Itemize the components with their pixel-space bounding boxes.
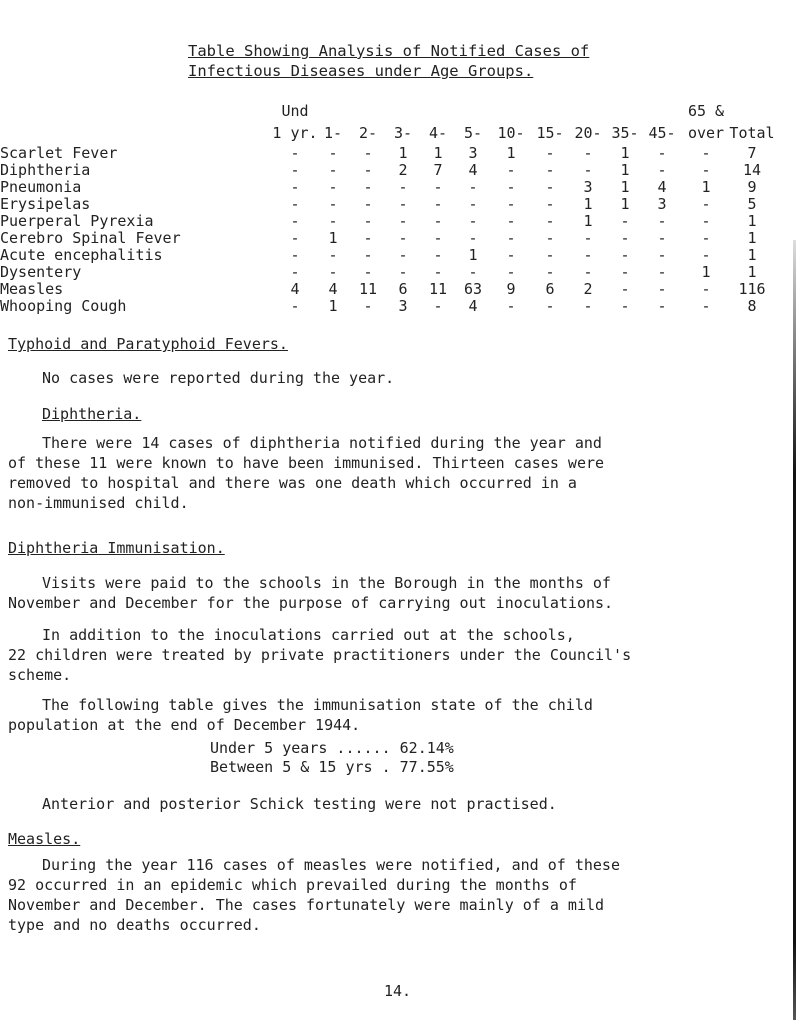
table-row [0,144,800,162]
typhoid-heading: Typhoid and Paratyphoid Fevers. [8,335,288,353]
table-cell: - [657,229,667,247]
schick-text: Anterior and posterior Schick testing were not practised. [42,795,557,813]
column-header: 1 yr. [272,124,318,142]
table-cell: - [290,161,300,179]
table-cell: 1 [747,263,757,281]
table-cell: - [398,263,408,281]
table-cell: - [545,195,555,213]
stat-value: 77.55% [399,758,454,776]
table-cell: - [583,229,593,247]
table-cell: 14 [742,161,762,179]
typhoid-text: No cases were reported during the year. [42,369,395,387]
table-cell: - [398,195,408,213]
table-cell: - [657,246,667,264]
column-header: 3- [393,124,413,142]
table-cell: - [657,263,667,281]
table-cell: - [398,246,408,264]
table-cell: - [545,297,555,315]
table-cell: 1 [506,144,516,162]
table-cell: - [328,195,338,213]
table-cell: - [506,212,516,230]
table-cell: 3 [398,297,408,315]
table-cell: - [657,161,667,179]
table-cell: - [701,195,711,213]
table-cell: 1 [328,297,338,315]
table-cell: 1 [620,144,630,162]
table-cell: 1 [747,229,757,247]
table-cell: - [506,178,516,196]
table-cell: - [657,280,667,298]
table-cell: - [290,297,300,315]
table-cell: - [433,246,443,264]
table-cell: - [545,229,555,247]
table-row [0,212,800,230]
table-cell: - [433,297,443,315]
table-cell: 1 [701,263,711,281]
table-cell: - [290,229,300,247]
table-cell: - [328,212,338,230]
column-header: 10- [497,124,525,142]
table-cell: - [701,280,711,298]
column-header-top: Und [281,102,309,120]
table-cell: 3 [583,178,593,196]
table-cell: 1 [433,144,443,162]
table-cell: 1 [701,178,711,196]
disease-name: Diphtheria [0,161,91,179]
column-header: Total [729,124,775,142]
disease-name: Scarlet Fever [0,144,118,162]
page-number: 14. [384,982,412,1000]
immunisation-text-1: Visits were paid to the schools in the Borough in the months of November and December for the purpose of carrying out inoculations. [8,574,614,612]
table-cell: 1 [747,212,757,230]
table-cell: 1 [468,246,478,264]
table-row [0,178,800,196]
disease-name: Cerebro Spinal Fever [0,229,181,247]
table-cell: - [290,212,300,230]
disease-name: Puerperal Pyrexia [0,212,154,230]
table-cell: - [328,161,338,179]
immunisation-text-2: In addition to the inoculations carried out at the schools, 22 children were treated by private practitioners under the Council's scheme. [8,626,632,684]
disease-name: Acute encephalitis [0,246,163,264]
table-cell: - [398,178,408,196]
stat-label: Between 5 & 15 yrs . [210,758,391,776]
table-cell: - [290,178,300,196]
measles-text: During the year 116 cases of measles were notified, and of these 92 occurred in an epidemic which prevailed during the months of November and December. The cases fortunately were mainly of a mild type and no deaths occurred. [8,856,620,934]
table-cell: - [545,144,555,162]
table-cell: - [328,246,338,264]
immunisation-heading: Diphtheria Immunisation. [8,539,225,557]
table-cell: - [583,263,593,281]
table-cell: - [363,212,373,230]
table-cell: - [620,212,630,230]
column-header: 1- [323,124,343,142]
table-cell: 1 [398,144,408,162]
stat-value: 62.14% [399,739,454,757]
table-cell: - [583,144,593,162]
table-cell: - [433,195,443,213]
table-cell: - [701,161,711,179]
stat-label: Under 5 years ...... [210,739,391,757]
table-cell: - [620,246,630,264]
table-cell: 6 [398,280,408,298]
column-header: 5- [463,124,483,142]
table-cell: - [290,195,300,213]
table-cell: - [657,212,667,230]
diphtheria-text: There were 14 cases of diphtheria notified during the year and of these 11 were known to have been immunised. Thirteen cases were removed to hospital and there was one death which occurred in a non-immunised child. [8,434,605,512]
immunisation-stat-row [210,739,454,757]
table-cell: 8 [747,297,757,315]
table-cell: 7 [433,161,443,179]
column-header: 15- [536,124,564,142]
table-cell: - [363,297,373,315]
table-cell: - [545,212,555,230]
table-cell: 9 [747,178,757,196]
table-row [0,246,800,264]
table-cell: - [506,161,516,179]
table-cell: - [583,246,593,264]
table-cell: - [363,178,373,196]
table-cell: - [468,212,478,230]
table-cell: - [433,229,443,247]
table-cell: 5 [747,195,757,213]
disease-name: Erysipelas [0,195,91,213]
column-header-top: 65 & [687,102,725,120]
table-cell: 4 [468,297,478,315]
table-row [0,195,800,213]
table-cell: - [363,229,373,247]
table-cell: - [398,229,408,247]
table-cell: - [506,246,516,264]
column-header: 45- [648,124,676,142]
table-cell: - [468,229,478,247]
table-cell: 11 [358,280,378,298]
disease-name: Whooping Cough [0,297,127,315]
measles-heading: Measles. [8,830,81,848]
table-cell: 2 [398,161,408,179]
table-cell: 1 [620,195,630,213]
table-cell: - [701,246,711,264]
table-cell: - [545,161,555,179]
table-cell: - [290,263,300,281]
disease-name: Measles [0,280,64,298]
table-cell: 9 [506,280,516,298]
table-cell: - [657,144,667,162]
table-row [0,297,800,315]
table-cell: - [433,212,443,230]
column-header: 20- [574,124,602,142]
table-cell: - [433,178,443,196]
table-cell: - [701,144,711,162]
diphtheria-heading: Diphtheria. [42,405,142,423]
table-cell: 4 [328,280,338,298]
table-cell: - [701,297,711,315]
table-cell: - [506,229,516,247]
table-cell: 4 [290,280,300,298]
column-header: 4- [428,124,448,142]
table-cell: 116 [738,280,766,298]
table-title-line-1: Table Showing Analysis of Notified Cases of [188,42,590,60]
table-row [0,263,800,281]
table-cell: 2 [583,280,593,298]
table-cell: - [468,178,478,196]
table-title-line-2: Infectious Diseases under Age Groups. [188,62,534,80]
column-header: 2- [358,124,378,142]
table-cell: 3 [468,144,478,162]
table-cell: - [701,229,711,247]
table-cell: 1 [328,229,338,247]
table-cell: - [620,263,630,281]
table-cell: - [433,263,443,281]
table-cell: - [363,161,373,179]
table-cell: - [583,297,593,315]
table-cell: - [328,263,338,281]
table-cell: - [290,246,300,264]
table-cell: - [363,195,373,213]
table-cell: 11 [428,280,448,298]
table-cell: - [290,144,300,162]
immunisation-stat-row [210,758,454,776]
table-cell: 1 [747,246,757,264]
disease-name: Dysentery [0,263,82,281]
table-cell: - [620,280,630,298]
column-header: over [687,124,725,142]
immunisation-text-3: The following table gives the immunisation state of the child population at the end of December 1944. [8,696,593,734]
table-cell: - [328,178,338,196]
table-cell: 1 [620,178,630,196]
table-cell: - [468,263,478,281]
table-cell: - [545,263,555,281]
table-cell: - [363,263,373,281]
table-cell: - [363,144,373,162]
table-cell: - [328,144,338,162]
table-cell: 1 [583,195,593,213]
table-cell: - [657,297,667,315]
table-cell: 7 [747,144,757,162]
table-cell: - [701,212,711,230]
table-cell: - [506,195,516,213]
table-cell: - [620,229,630,247]
table-cell: - [398,212,408,230]
table-cell: - [620,297,630,315]
table-row [0,229,800,247]
disease-name: Pneumonia [0,178,82,196]
table-row [0,280,800,298]
table-cell: - [545,178,555,196]
table-cell: 1 [620,161,630,179]
table-cell: - [363,246,373,264]
table-cell: - [545,246,555,264]
table-cell: - [468,195,478,213]
table-cell: 4 [468,161,478,179]
column-header: 35- [611,124,639,142]
table-cell: 63 [463,280,483,298]
table-row [0,161,800,179]
table-cell: 3 [657,195,667,213]
table-cell: - [583,161,593,179]
table-cell: - [506,297,516,315]
table-cell: 6 [545,280,555,298]
table-cell: 4 [657,178,667,196]
table-cell: - [506,263,516,281]
table-cell: 1 [583,212,593,230]
